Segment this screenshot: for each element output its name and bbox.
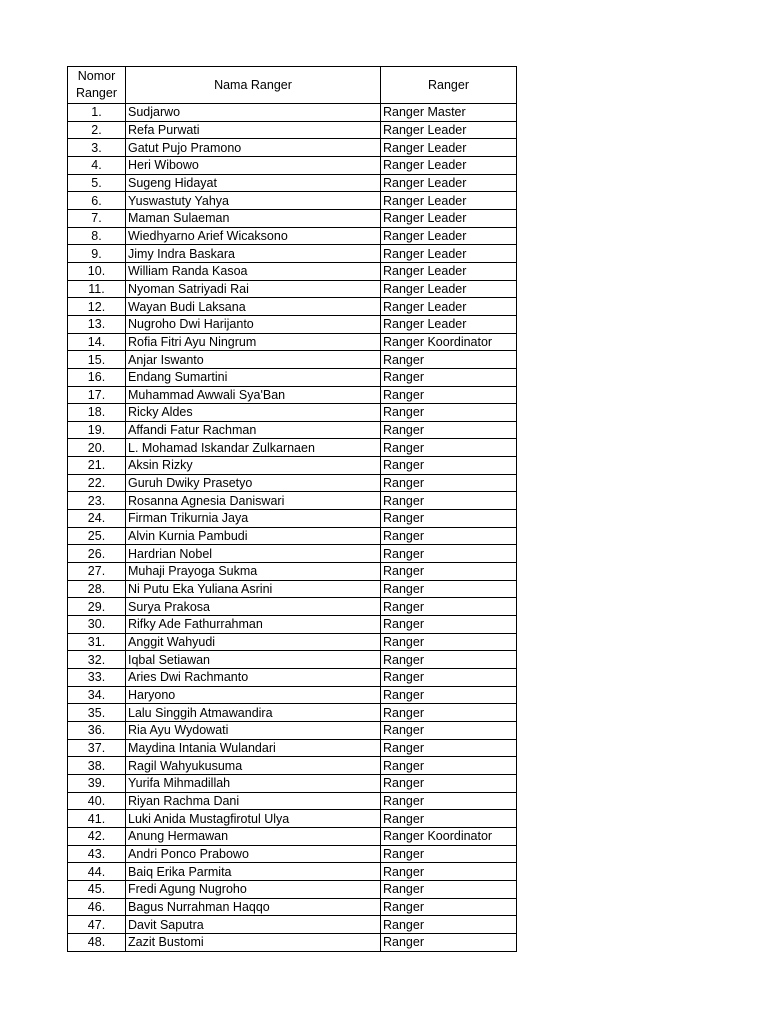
row-number: 15. [68,351,126,369]
ranger-list-sheet [67,66,517,952]
row-role: Ranger [381,916,517,934]
table-row [68,633,517,651]
table-row [68,598,517,616]
row-number: 20. [68,439,126,457]
row-name: Yuswastuty Yahya [126,192,381,210]
row-name: Maman Sulaeman [126,209,381,227]
row-number: 4. [68,156,126,174]
row-name: Anjar Iswanto [126,351,381,369]
row-number: 9. [68,245,126,263]
row-name: Surya Prakosa [126,598,381,616]
row-role: Ranger [381,598,517,616]
table-row [68,616,517,634]
table-header [68,67,517,104]
row-number: 36. [68,721,126,739]
row-role: Ranger Leader [381,280,517,298]
table-row [68,827,517,845]
row-role: Ranger [381,651,517,669]
row-name: Haryono [126,686,381,704]
row-role: Ranger Master [381,104,517,122]
row-number: 39. [68,774,126,792]
row-number: 16. [68,368,126,386]
row-role: Ranger [381,545,517,563]
row-name: Ni Putu Eka Yuliana Asrini [126,580,381,598]
row-name: Jimy Indra Baskara [126,245,381,263]
ranger-table [67,66,517,952]
table-row [68,333,517,351]
row-role: Ranger [381,810,517,828]
row-number: 17. [68,386,126,404]
row-role: Ranger [381,845,517,863]
row-name: Guruh Dwiky Prasetyo [126,474,381,492]
row-number: 35. [68,704,126,722]
table-row [68,898,517,916]
table-row [68,880,517,898]
table-row [68,492,517,510]
table-row [68,351,517,369]
row-name: Riyan Rachma Dani [126,792,381,810]
row-name: Rifky Ade Fathurrahman [126,616,381,634]
row-number: 47. [68,916,126,934]
header-ranger: Ranger [381,67,517,104]
row-number: 19. [68,421,126,439]
row-name: Ria Ayu Wydowati [126,721,381,739]
row-number: 10. [68,262,126,280]
row-role: Ranger [381,669,517,687]
row-role: Ranger [381,563,517,581]
row-number: 27. [68,563,126,581]
table-row [68,810,517,828]
table-row [68,121,517,139]
row-number: 45. [68,880,126,898]
row-number: 38. [68,757,126,775]
row-number: 14. [68,333,126,351]
table-row [68,863,517,881]
row-role: Ranger [381,792,517,810]
header-nomor-ranger [68,67,126,104]
row-role: Ranger [381,774,517,792]
row-role: Ranger Leader [381,139,517,157]
table-row [68,563,517,581]
row-name: Hardrian Nobel [126,545,381,563]
table-row [68,510,517,528]
row-name: Andri Ponco Prabowo [126,845,381,863]
row-name: Rofia Fitri Ayu Ningrum [126,333,381,351]
row-number: 2. [68,121,126,139]
table-row [68,386,517,404]
row-number: 12. [68,298,126,316]
row-role: Ranger Leader [381,298,517,316]
row-name: Refa Purwati [126,121,381,139]
row-role: Ranger [381,898,517,916]
table-row [68,457,517,475]
row-name: Fredi Agung Nugroho [126,880,381,898]
row-role: Ranger Leader [381,315,517,333]
row-name: L. Mohamad Iskandar Zulkarnaen [126,439,381,457]
row-role: Ranger [381,474,517,492]
header-nomor-line2: Ranger [76,86,117,100]
table-row [68,227,517,245]
row-role: Ranger Leader [381,262,517,280]
table-row [68,721,517,739]
table-row [68,298,517,316]
row-number: 5. [68,174,126,192]
row-number: 13. [68,315,126,333]
table-row [68,686,517,704]
row-number: 41. [68,810,126,828]
row-role: Ranger Leader [381,121,517,139]
table-row [68,916,517,934]
row-role: Ranger [381,580,517,598]
row-name: Bagus Nurrahman Haqqo [126,898,381,916]
table-row [68,262,517,280]
table-row [68,368,517,386]
row-number: 42. [68,827,126,845]
table-row [68,156,517,174]
row-role: Ranger Koordinator [381,333,517,351]
row-name: Yurifa Mihmadillah [126,774,381,792]
row-name: Heri Wibowo [126,156,381,174]
table-row [68,739,517,757]
row-number: 3. [68,139,126,157]
row-role: Ranger [381,421,517,439]
row-name: Gatut Pujo Pramono [126,139,381,157]
table-row [68,474,517,492]
row-number: 18. [68,404,126,422]
table-row [68,580,517,598]
row-number: 48. [68,933,126,951]
table-row [68,439,517,457]
table-row [68,139,517,157]
row-name: Nugroho Dwi Harijanto [126,315,381,333]
row-name: Affandi Fatur Rachman [126,421,381,439]
table-row [68,245,517,263]
row-role: Ranger [381,880,517,898]
row-name: Aries Dwi Rachmanto [126,669,381,687]
row-role: Ranger Leader [381,245,517,263]
row-number: 46. [68,898,126,916]
row-number: 6. [68,192,126,210]
table-row [68,792,517,810]
row-number: 22. [68,474,126,492]
row-role: Ranger [381,686,517,704]
row-number: 1. [68,104,126,122]
row-number: 40. [68,792,126,810]
row-number: 37. [68,739,126,757]
row-role: Ranger [381,739,517,757]
row-number: 7. [68,209,126,227]
table-row [68,704,517,722]
row-number: 28. [68,580,126,598]
table-row [68,774,517,792]
row-name: William Randa Kasoa [126,262,381,280]
row-role: Ranger [381,457,517,475]
table-row [68,174,517,192]
table-row [68,669,517,687]
row-number: 21. [68,457,126,475]
row-name: Baiq Erika Parmita [126,863,381,881]
row-name: Maydina Intania Wulandari [126,739,381,757]
row-role: Ranger [381,368,517,386]
row-number: 30. [68,616,126,634]
row-name: Rosanna Agnesia Daniswari [126,492,381,510]
row-role: Ranger [381,439,517,457]
row-role: Ranger Leader [381,174,517,192]
row-name: Luki Anida Mustagfirotul Ulya [126,810,381,828]
row-role: Ranger [381,386,517,404]
row-name: Anung Hermawan [126,827,381,845]
row-name: Firman Trikurnia Jaya [126,510,381,528]
row-name: Sudjarwo [126,104,381,122]
row-name: Ricky Aldes [126,404,381,422]
row-role: Ranger [381,527,517,545]
table-row [68,192,517,210]
table-body [68,104,517,952]
row-number: 43. [68,845,126,863]
table-row [68,421,517,439]
row-role: Ranger [381,933,517,951]
row-name: Lalu Singgih Atmawandira [126,704,381,722]
row-name: Aksin Rizky [126,457,381,475]
row-name: Wiedhyarno Arief Wicaksono [126,227,381,245]
row-name: Endang Sumartini [126,368,381,386]
row-number: 11. [68,280,126,298]
row-number: 33. [68,669,126,687]
row-role: Ranger [381,721,517,739]
table-row [68,651,517,669]
header-nama-ranger: Nama Ranger [126,67,381,104]
table-row [68,933,517,951]
row-role: Ranger [381,704,517,722]
table-row [68,104,517,122]
row-number: 24. [68,510,126,528]
row-name: Anggit Wahyudi [126,633,381,651]
row-role: Ranger [381,633,517,651]
row-name: Wayan Budi Laksana [126,298,381,316]
row-role: Ranger Leader [381,227,517,245]
table-row [68,280,517,298]
row-number: 8. [68,227,126,245]
table-row [68,404,517,422]
row-role: Ranger Leader [381,192,517,210]
row-role: Ranger [381,863,517,881]
row-role: Ranger Leader [381,209,517,227]
row-name: Davit Saputra [126,916,381,934]
row-number: 25. [68,527,126,545]
table-row [68,315,517,333]
row-number: 44. [68,863,126,881]
row-number: 34. [68,686,126,704]
row-name: Alvin Kurnia Pambudi [126,527,381,545]
row-number: 32. [68,651,126,669]
row-role: Ranger [381,616,517,634]
row-role: Ranger Leader [381,156,517,174]
row-number: 31. [68,633,126,651]
row-number: 26. [68,545,126,563]
row-name: Sugeng Hidayat [126,174,381,192]
row-name: Iqbal Setiawan [126,651,381,669]
row-role: Ranger [381,757,517,775]
row-role: Ranger [381,492,517,510]
row-number: 29. [68,598,126,616]
row-number: 23. [68,492,126,510]
row-role: Ranger [381,404,517,422]
table-row [68,209,517,227]
header-nomor-line1: Nomor [77,69,116,83]
row-role: Ranger [381,510,517,528]
table-row [68,545,517,563]
table-row [68,527,517,545]
row-name: Muhaji Prayoga Sukma [126,563,381,581]
table-row [68,757,517,775]
row-name: Ragil Wahyukusuma [126,757,381,775]
table-row [68,845,517,863]
row-name: Muhammad Awwali Sya'Ban [126,386,381,404]
row-name: Nyoman Satriyadi Rai [126,280,381,298]
row-name: Zazit Bustomi [126,933,381,951]
header-row [68,67,517,104]
row-role: Ranger Koordinator [381,827,517,845]
row-role: Ranger [381,351,517,369]
